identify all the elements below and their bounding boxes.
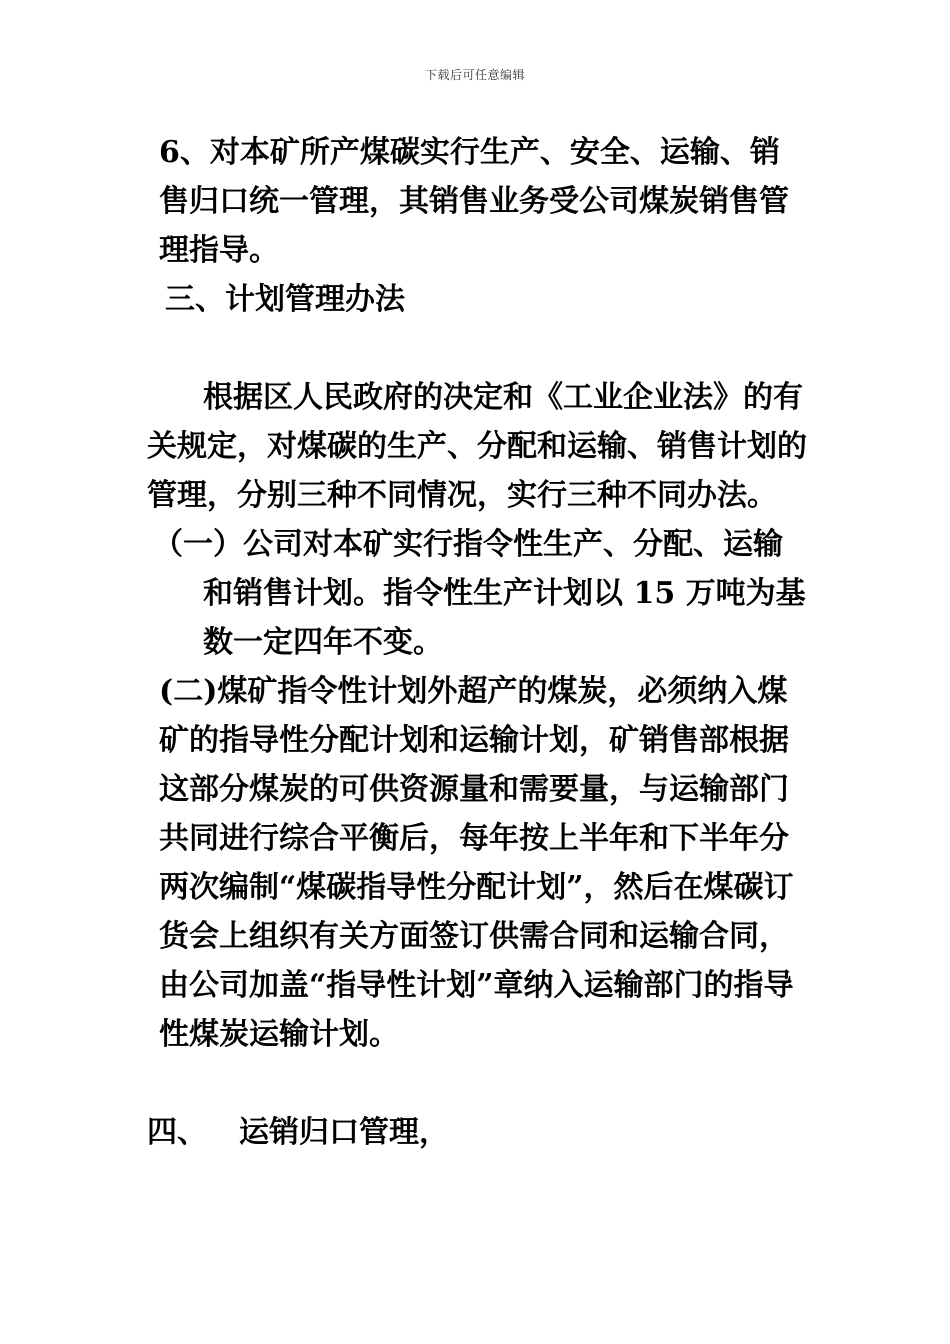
paragraph-item-6: 6、对本矿所产煤碳实行生产、安全、运输、销售归口统一管理，其销售业务受公司煤炭销售管理指导。: [159, 135, 789, 268]
section-heading-4: [147, 1108, 807, 1157]
paragraph-intro: 根据区人民政府的决定和《工业企业法》的有关规定，对煤碳的生产、分配和运输、销售计划的管理，分别三种不同情况，实行三种不同办法。: [147, 380, 807, 513]
blank-line: [147, 324, 807, 373]
document-body: [147, 128, 807, 1157]
paragraph-item-one: （一）公司对本矿实行指令性生产、分配、运输和销售计划。指令性生产计划以 15 万吨为基数一定四年不变。: [153, 527, 806, 660]
page-header: 下载后可任意编辑: [424, 68, 525, 82]
section-heading-3: 三、计划管理办法: [165, 282, 405, 317]
section-title-4: 运销归口管理，: [239, 1115, 449, 1150]
blank-line: [147, 1059, 807, 1108]
paragraph-item-two: (二)煤矿指令性计划外超产的煤炭，必须纳入煤矿的指导性分配计划和运输计划，矿销售部根据这部分煤炭的可供资源量和需要量，与运输部门共同进行综合平衡后，每年按上半年和下半年分两次编制“煤碳指导性分配计划”，然后在煤碳订货会上组织有关方面签订供需合同和运输合同，由公司加盖“指导性计划”章纳入运输部门的指导性煤炭运输计划。: [159, 674, 794, 1052]
section-number-4: 四、: [147, 1115, 207, 1150]
